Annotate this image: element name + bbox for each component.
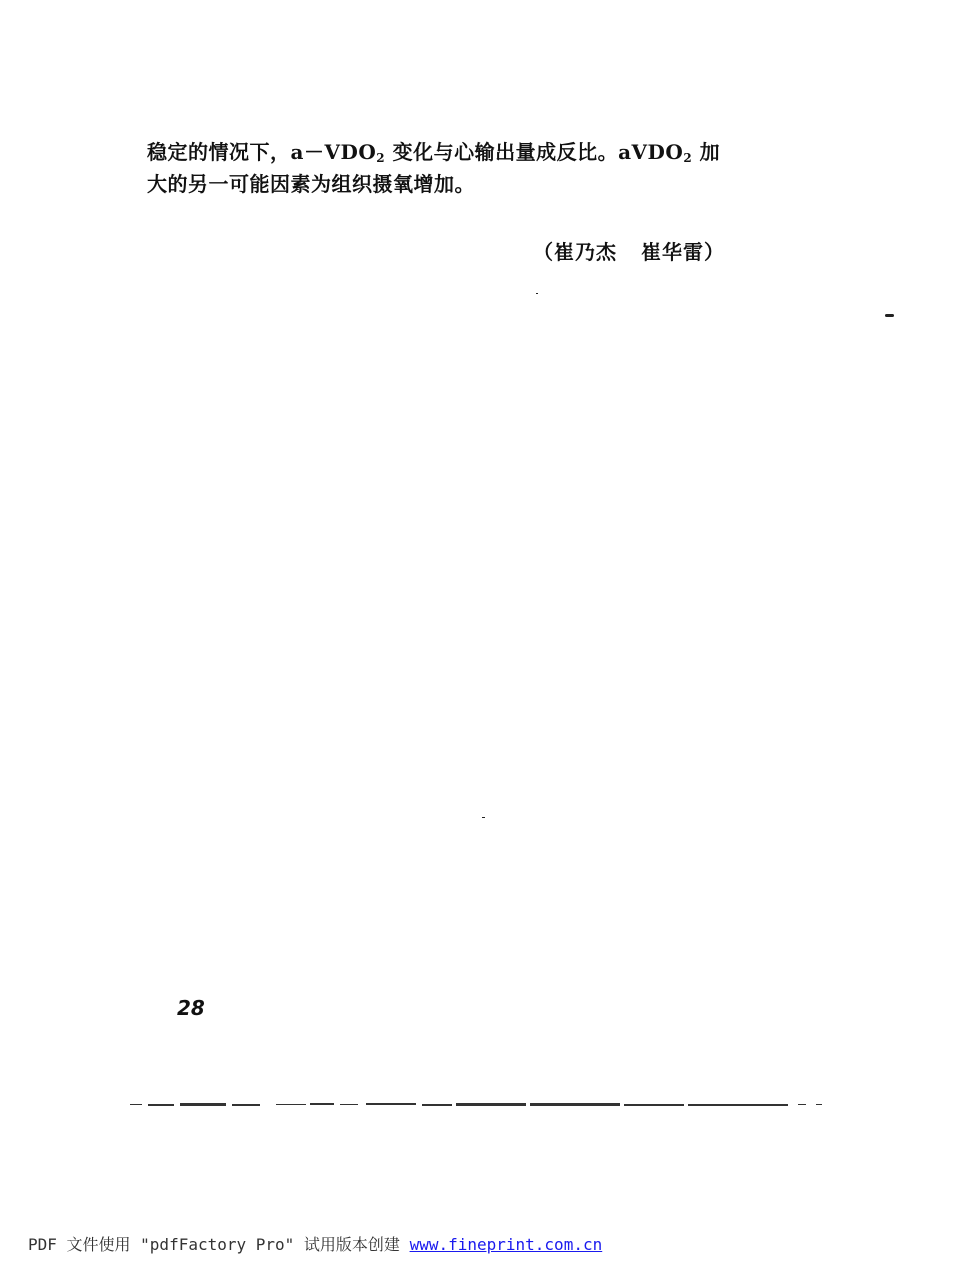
line1-part-b: 变化与心输出量成反比。aVDO bbox=[385, 140, 684, 164]
paragraph-line-1 bbox=[147, 136, 797, 168]
author-name-1: 崔乃杰 bbox=[554, 240, 617, 264]
pdf-footer bbox=[28, 1232, 602, 1255]
line1-part-a: 稳定的情况下，a－VDO bbox=[147, 140, 377, 164]
paragraph-line-2: 大的另一可能因素为组织摄氧增加。 bbox=[147, 172, 475, 196]
subscript-2: 2 bbox=[683, 151, 693, 165]
author-name-2: 崔华雷 bbox=[641, 240, 704, 264]
scan-speck bbox=[885, 314, 894, 317]
author-open-paren: （ bbox=[533, 240, 554, 264]
scan-artifact-rule bbox=[130, 1102, 830, 1107]
body-paragraph bbox=[147, 136, 797, 200]
scan-speck bbox=[536, 293, 538, 294]
footer-text: PDF 文件使用 "pdfFactory Pro" 试用版本创建 bbox=[28, 1235, 410, 1254]
footer-link[interactable]: www.fineprint.com.cn bbox=[409, 1235, 603, 1254]
page-number: 28 bbox=[177, 996, 205, 1020]
author-attribution bbox=[533, 236, 725, 265]
subscript-2: 2 bbox=[376, 151, 386, 165]
author-close-paren: ） bbox=[704, 240, 725, 264]
scan-speck bbox=[482, 817, 485, 818]
line1-part-c: 加 bbox=[692, 140, 721, 164]
